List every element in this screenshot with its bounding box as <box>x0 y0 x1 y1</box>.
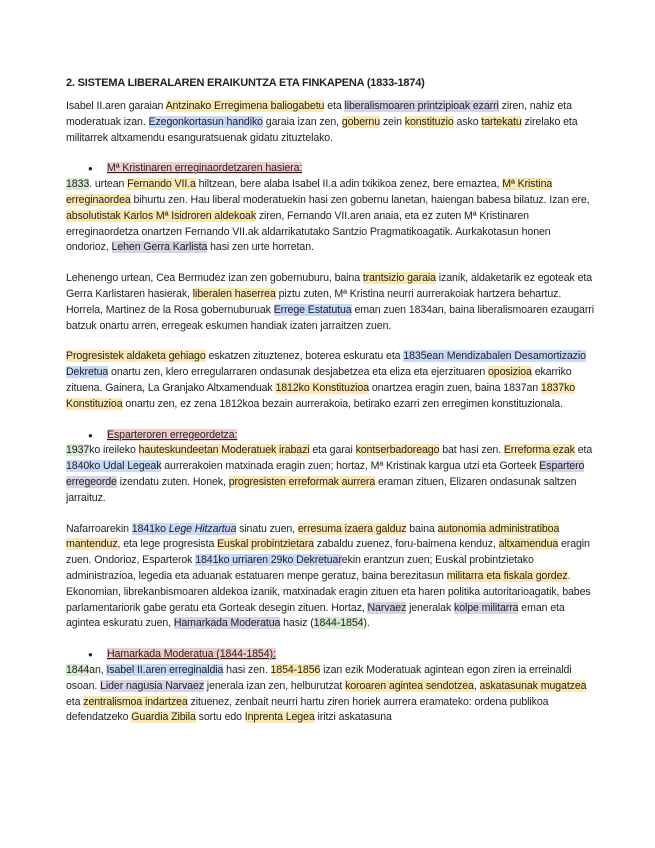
text-segment: ). <box>363 617 370 630</box>
text-segment: eman zuen 1834an, baina liberalismoaren ezaugarri batzuk onartu arren, erregeak eskumen handiak izaten jarraitzen zuen. <box>66 303 594 332</box>
highlighted-text: askatasunak mugatzea <box>479 679 587 692</box>
paragraph <box>66 349 596 412</box>
highlighted-text: Erreforma ezak <box>503 444 575 457</box>
bullet-heading-segment: Esparteroren erregeordetza: <box>107 428 238 441</box>
highlighted-text: Lege Hitzartua <box>168 522 237 535</box>
highlighted-text: Ezegonkortasun handiko <box>148 115 263 128</box>
highlighted-text: kontserbadoreago <box>355 444 440 457</box>
highlighted-text: liberalen haserrea <box>192 287 276 300</box>
text-segment: jeneralak <box>406 601 455 614</box>
highlighted-text: Lehen Gerra Karlista <box>111 241 208 254</box>
paragraph <box>66 443 596 506</box>
text-segment: ko ireileko <box>89 444 139 457</box>
text-segment: Isabel II.aren garaian <box>66 100 166 112</box>
text-segment: hasiz ( <box>280 617 314 630</box>
text-segment: eta <box>574 444 593 457</box>
paragraph <box>66 271 596 334</box>
highlighted-text: Isabel II.aren erreginaldia <box>106 663 224 676</box>
highlighted-text: kolpe militarra <box>454 601 519 614</box>
highlighted-text: Narvaez <box>367 601 407 614</box>
highlighted-text: Inprenta Legea <box>244 711 315 724</box>
highlighted-text: Guardia Zibila <box>131 711 196 724</box>
text-segment: Nafarroarekin <box>66 522 132 535</box>
highlighted-text: liberalismoaren printzipioak ezarri <box>344 100 499 112</box>
highlighted-text: 1844-1854 <box>313 617 364 630</box>
highlighted-text: absolutistak Karlos Mª Isidroren aldekoak <box>66 209 257 222</box>
text-segment: sortu edo <box>195 711 245 724</box>
paragraph <box>66 99 596 146</box>
text-segment: onartu zen, klero erregularraren ondasunak desjabetzea eta eliza eta ejerzituaren <box>108 366 488 379</box>
text-segment: . <box>567 569 571 582</box>
text-segment: hasi zen. <box>223 663 271 676</box>
bullet-heading-segment: Hamarkada Moderatua (1844-1854): <box>107 648 276 661</box>
bullet-heading-text <box>107 162 302 174</box>
highlighted-text: Progresistek aldaketa gehiago <box>66 350 206 363</box>
text-segment: eta garai <box>309 444 356 457</box>
text-segment: ekarriko zituena. Gainera, La Granjako Altxamenduak <box>66 366 572 394</box>
document-page <box>66 76 596 741</box>
text-segment: eraman zituen, Elizaren ondasunak saltzen jarraituz. <box>66 475 577 504</box>
text-segment: eta <box>324 100 345 112</box>
section-title: 2. SISTEMA LIBERALAREN ERAIKUNTZA ETA FINKAPENA (1833-1874) <box>66 77 425 89</box>
text-segment: eta <box>66 695 84 708</box>
text-segment: , eta lege progresista <box>117 538 218 551</box>
highlighted-text: progresisten erreformak aurrera <box>228 475 376 488</box>
bullet-heading-segment: Mª Kristinaren erreginaordetzaren hasiera: <box>107 162 303 175</box>
highlighted-text: Lider nagusia Narvaez <box>100 679 204 692</box>
text-segment: an, <box>89 663 107 676</box>
document-body <box>66 99 596 726</box>
section-heading-bullet <box>66 161 596 177</box>
bullet-heading-text <box>107 648 276 660</box>
highlighted-text: konstituzio <box>404 115 454 128</box>
text-segment: sinatu zuen, <box>236 522 298 535</box>
paragraph <box>66 177 596 256</box>
text-segment: onartu zen, ez zena 1812koa bezain aurrerakoia, betirako ezarri zen erregimen konstituzionala. <box>122 397 563 410</box>
highlighted-text: Errege Estatutua <box>273 303 352 316</box>
text-segment: zein <box>380 115 405 128</box>
highlighted-text: 1841ko <box>131 522 169 535</box>
text-segment: bihurtu zen. Hau liberal moderatuekin hasi zen gobernu lanetan, haiengan babesa bilatuz. Izan ere, <box>130 193 590 206</box>
section-heading-bullet <box>66 647 596 663</box>
highlighted-text: militarra eta fiskala gordez <box>446 569 568 582</box>
highlighted-text: autonomia administratiboa mantenduz <box>66 522 560 551</box>
text-segment: asko <box>453 115 482 128</box>
text-segment: zirelako eta militarrek altxamendu esanguratsuenak gidatu zituztelako. <box>66 115 578 144</box>
highlighted-text: 1833 <box>66 178 90 191</box>
paragraph <box>66 663 596 726</box>
text-segment: garaia izan zen, <box>262 115 342 128</box>
highlighted-text: gobernu <box>341 115 381 128</box>
text-segment: . urtean <box>89 178 128 191</box>
text-segment: Ekonomian, librekanbismoaren aldekoa izanik, matxinadak eragin zituen eta haren politika autoritarioagatik, babes parlamentariorik gabe geratu eta Gorteak desegin zituen. Hortaz, <box>66 585 591 614</box>
highlighted-text: tartekatu <box>481 115 522 128</box>
highlighted-text: 1937 <box>66 444 90 457</box>
text-segment: onartzea eragin zuen, baina 1837an <box>368 381 541 394</box>
text-segment: hasi zen urte horretan. <box>207 241 314 254</box>
text-segment: zituenez, zenbait neurri hartu ziren horiek aurrera eramateko: ordena publikoa defendatzeko <box>66 695 549 724</box>
text-segment: bat hasi zen. <box>439 444 504 457</box>
text-segment: hiltzean, bere alaba Isabel II.a adin txikikoa zenez, bere emaztea, <box>195 178 503 191</box>
highlighted-text: 1854-1856 <box>270 663 321 676</box>
text-segment: jenerala izan zen, helburutzat <box>203 679 346 692</box>
highlighted-text: Mª Kristina erreginaordea <box>66 178 553 206</box>
highlighted-text: hauteskundeetan Moderatuek irabazi <box>138 444 310 457</box>
text-segment: eragin zuen. Ondorioz, Esparterok <box>66 538 590 567</box>
highlighted-text: Euskal probintzietara <box>217 538 314 551</box>
highlighted-text: erresuma izaera galduz <box>297 522 407 535</box>
highlighted-text: altxamendua <box>498 538 559 551</box>
paragraph <box>66 522 596 585</box>
highlighted-text: 1812ko Konstituzioa <box>275 381 369 394</box>
text-segment: piztu zuten, Mª Kristina neurri aurrerakoiak hartzera behartuz. Horrela, Martinez de la Rosa gobernuburuak <box>66 287 562 316</box>
text-segment: eskatzen zituztenez, boterea eskuratu eta <box>205 350 404 363</box>
highlighted-text: Fernando VII.a <box>127 178 196 191</box>
highlighted-text: 1835ean Mendizabalen Desamortizazio Dekretua <box>66 350 586 379</box>
highlighted-text: koroaren agintea sendotzea <box>345 679 474 692</box>
text-segment: izanik, aldaketarik ez egoteak eta Gerra Karlistaren hasierak, <box>66 272 593 300</box>
highlighted-text: Espartero erregeorde <box>66 460 585 488</box>
highlighted-text: 1844 <box>66 663 90 676</box>
highlighted-text: oposizioa <box>487 366 532 379</box>
highlighted-text: trantsizio garaia <box>362 272 436 285</box>
text-segment: zabaldu zuenez, foru-baimena kenduz, <box>313 538 499 551</box>
text-segment: aurrerakoien matxinada eragin zuen; hortaz, Mª Kristinak kargua utzi eta Gorteek <box>161 460 540 473</box>
text-segment: ekin erantzun zuen; Euskal probintzietako administrazioa, legedia eta aduanak estatuaren menpe geratuz, baina berezitasun <box>66 554 534 582</box>
text-segment: ziren, nahiz eta moderatuak izan. <box>66 100 572 128</box>
highlighted-text: zentralismoa indartzea <box>83 695 188 708</box>
text-segment: baina <box>406 522 438 535</box>
highlighted-text: 1837ko Konstituzioa <box>66 381 576 410</box>
highlighted-text: 1840ko Udal Legeak <box>66 460 162 473</box>
paragraph <box>66 585 596 632</box>
text-segment: eman eta agintea eskuratu zuen, <box>66 601 565 630</box>
section-heading-bullet <box>66 428 596 444</box>
text-segment: izendatu zuten. Honek, <box>116 475 229 488</box>
highlighted-text: 1841ko urriaren 29ko Dekretuar <box>195 554 342 567</box>
highlighted-text: Antzinako Erregimena baliogabetu <box>165 100 325 112</box>
text-segment: ziren, Fernando VII.aren anaia, eta ez zuten Mª Kristinaren erreginaordetza onartzen Fernando VII.ak aldarrikatutako Santzio Pragmatikoagatik. Aurkakotasun honen ondorioz, <box>66 209 551 254</box>
highlighted-text: Hamarkada Moderatua <box>173 617 281 630</box>
bullet-heading-text <box>107 429 237 441</box>
text-segment: Lehenengo urtean, Cea Bermudez izan zen gobernuburu, baina <box>66 272 363 285</box>
text-segment: izan ezik Moderatuak agintean egon ziren ia erreinaldi osoan. <box>66 663 572 692</box>
text-segment: , <box>473 679 480 692</box>
text-segment: iritzi askatasuna <box>314 711 392 724</box>
